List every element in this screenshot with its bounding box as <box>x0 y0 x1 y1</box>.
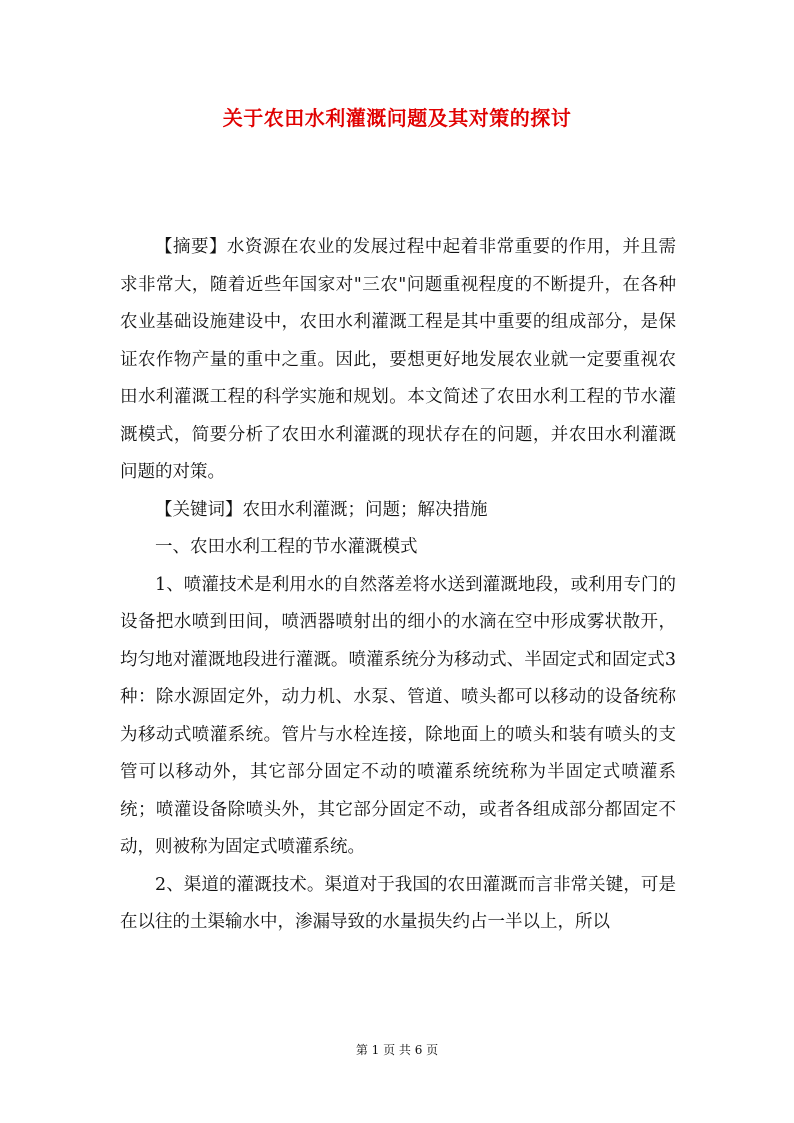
section-heading: 一、农田水利工程的节水灌溉模式 <box>155 537 418 557</box>
abstract-paragraph: 【摘要】水资源在农业的发展过程中起着非常重要的作用，并且需求非常大，随着近些年国家对"三农"问题重视程度的不断提升，在各种农业基础设施建设中，农田水利灌溉工程是其中重要的组成部分，是保证农作物产量的重中之重。因此，要想更好地发展农业就一定要重视农田水利灌溉工程的科学实施和规划。本文简述了农田水利工程的节水灌溉模式，简要分析了农田水利灌溉的现状存在的问题，并农田水利灌溉问题的对策。 <box>120 237 676 482</box>
page-footer <box>0 1042 794 1058</box>
keywords-paragraph: 【关键词】农田水利灌溉；问题；解决措施 <box>155 499 488 520</box>
page-number-label: 第 1 页 共 6 页 <box>355 1043 439 1057</box>
document-title: 关于农田水利灌溉问题及其对策的探讨 <box>222 106 572 130</box>
body-paragraph: 2、渠道的灌溉技术。渠道对于我国的农田灌溉而言非常关键，可是在以往的土渠输水中，渗漏导致的水量损失约占一半以上，所以 <box>120 874 676 932</box>
document-body <box>120 229 676 942</box>
body-paragraph: 1、喷灌技术是利用水的自然落差将水送到灌溉地段，或利用专门的设备把水喷到田间，喷洒器喷射出的细小的水滴在空中形成雾状散开，均匀地对灌溉地段进行灌溉。喷灌系统分为移动式、半固定式和固定式3种：除水源固定外，动力机、水泵、管道、喷头都可以移动的设备统称为移动式喷灌系统。管片与水栓连接，除地面上的喷头和装有喷头的支管可以移动外，其它部分固定不动的喷灌系统统称为半固定式喷灌系统；喷灌设备除喷头外，其它部分固定不动，或者各组成部分都固定不动，则被称为固定式喷灌系统。 <box>120 574 676 857</box>
